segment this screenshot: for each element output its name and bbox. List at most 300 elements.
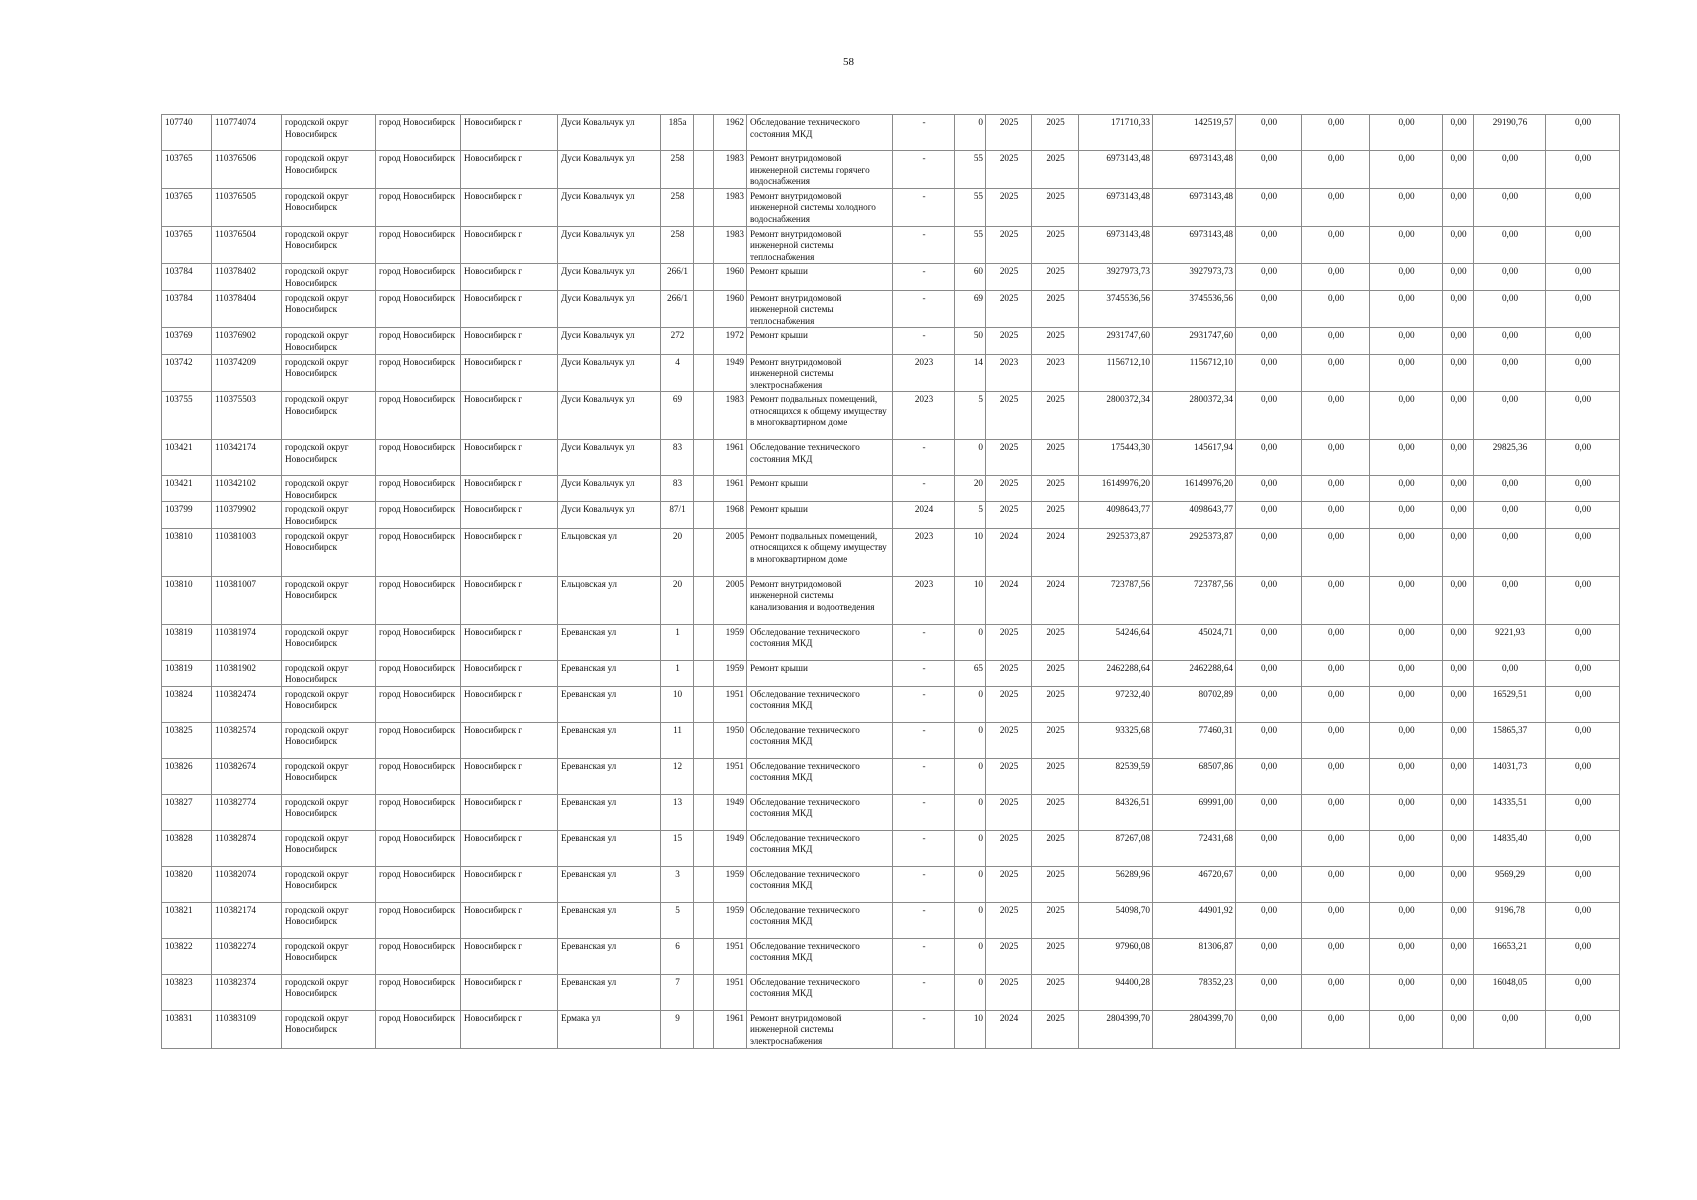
cell-settlement: город Новосибирск [376, 974, 461, 1010]
cell-owner-funds: 0,00 [1474, 328, 1546, 354]
cell-plan-year-start: 2025 [986, 392, 1032, 440]
cell-municipal-district: городской округ Новосибирск [282, 476, 376, 502]
cell-street: Ереванская ул [558, 866, 661, 902]
cell-plan-year-end: 2025 [1032, 290, 1079, 328]
cell-program-id: 110376506 [212, 151, 282, 189]
cell-house-id: 103799 [162, 502, 212, 528]
cell-extra-funds: 0,00 [1546, 440, 1620, 476]
cell-last-repair-year: - [893, 624, 955, 660]
cell-municipal-district: городской округ Новосибирск [282, 188, 376, 226]
cell-street: Ереванская ул [558, 794, 661, 830]
cell-extra-funds: 0,00 [1546, 115, 1620, 151]
capital-repair-table [161, 114, 1620, 1049]
cell-wear-percent: 0 [955, 722, 986, 758]
cell-building [694, 528, 714, 576]
cell-local-funds: 0,00 [1370, 902, 1443, 938]
table-row [162, 1010, 1620, 1048]
cell-locality: Новосибирск г [461, 328, 558, 354]
cell-plan-year-end: 2025 [1032, 264, 1079, 290]
cell-settlement: город Новосибирск [376, 188, 461, 226]
cell-settlement: город Новосибирск [376, 686, 461, 722]
cell-street: Дуси Ковальчук ул [558, 354, 661, 392]
cell-settlement: город Новосибирск [376, 476, 461, 502]
cell-fund-cost: 6973143,48 [1153, 226, 1236, 264]
cell-plan-year-start: 2024 [986, 1010, 1032, 1048]
cell-federal-funds: 0,00 [1236, 226, 1302, 264]
cell-program-id: 110381974 [212, 624, 282, 660]
cell-local-funds: 0,00 [1370, 440, 1443, 476]
cell-work-type: Обследование технического состояния МКД [747, 440, 893, 476]
cell-total-cost: 3745536,56 [1079, 290, 1153, 328]
cell-house-id: 103823 [162, 974, 212, 1010]
cell-regional-funds: 0,00 [1302, 328, 1370, 354]
cell-building [694, 392, 714, 440]
cell-locality: Новосибирск г [461, 866, 558, 902]
cell-fund-cost: 45024,71 [1153, 624, 1236, 660]
cell-total-cost: 2462288,64 [1079, 660, 1153, 686]
cell-regional-funds: 0,00 [1302, 151, 1370, 189]
table-row [162, 974, 1620, 1010]
cell-regional-funds: 0,00 [1302, 758, 1370, 794]
cell-owner-funds: 9196,78 [1474, 902, 1546, 938]
table-row [162, 902, 1620, 938]
cell-fund-cost: 145617,94 [1153, 440, 1236, 476]
cell-plan-year-end: 2025 [1032, 502, 1079, 528]
cell-street: Ереванская ул [558, 660, 661, 686]
table-row [162, 440, 1620, 476]
table-row [162, 328, 1620, 354]
cell-extra-funds: 0,00 [1546, 794, 1620, 830]
table-row [162, 686, 1620, 722]
cell-last-repair-year: - [893, 902, 955, 938]
cell-owner-funds: 0,00 [1474, 528, 1546, 576]
table-row [162, 264, 1620, 290]
cell-regional-funds: 0,00 [1302, 502, 1370, 528]
cell-house-number: 3 [661, 866, 694, 902]
cell-total-cost: 87267,08 [1079, 830, 1153, 866]
cell-total-cost: 93325,68 [1079, 722, 1153, 758]
cell-extra-funds: 0,00 [1546, 902, 1620, 938]
cell-other-funds: 0,00 [1443, 226, 1474, 264]
cell-street: Ереванская ул [558, 624, 661, 660]
cell-locality: Новосибирск г [461, 576, 558, 624]
cell-regional-funds: 0,00 [1302, 290, 1370, 328]
cell-program-id: 110382474 [212, 686, 282, 722]
cell-settlement: город Новосибирск [376, 264, 461, 290]
cell-total-cost: 175443,30 [1079, 440, 1153, 476]
cell-wear-percent: 0 [955, 866, 986, 902]
cell-program-id: 110378404 [212, 290, 282, 328]
cell-total-cost: 16149976,20 [1079, 476, 1153, 502]
cell-house-number: 15 [661, 830, 694, 866]
cell-owner-funds: 16529,51 [1474, 686, 1546, 722]
cell-other-funds: 0,00 [1443, 938, 1474, 974]
cell-local-funds: 0,00 [1370, 938, 1443, 974]
cell-federal-funds: 0,00 [1236, 974, 1302, 1010]
cell-street: Дуси Ковальчук ул [558, 440, 661, 476]
table-row [162, 151, 1620, 189]
cell-municipal-district: городской округ Новосибирск [282, 974, 376, 1010]
cell-plan-year-start: 2023 [986, 354, 1032, 392]
cell-extra-funds: 0,00 [1546, 830, 1620, 866]
cell-fund-cost: 68507,86 [1153, 758, 1236, 794]
cell-work-type: Обследование технического состояния МКД [747, 686, 893, 722]
cell-wear-percent: 0 [955, 115, 986, 151]
cell-owner-funds: 9221,93 [1474, 624, 1546, 660]
cell-total-cost: 6973143,48 [1079, 226, 1153, 264]
cell-plan-year-end: 2025 [1032, 722, 1079, 758]
cell-last-repair-year: - [893, 115, 955, 151]
cell-last-repair-year: - [893, 938, 955, 974]
cell-house-id: 103784 [162, 290, 212, 328]
cell-extra-funds: 0,00 [1546, 660, 1620, 686]
cell-federal-funds: 0,00 [1236, 188, 1302, 226]
cell-fund-cost: 4098643,77 [1153, 502, 1236, 528]
cell-fund-cost: 1156712,10 [1153, 354, 1236, 392]
cell-local-funds: 0,00 [1370, 226, 1443, 264]
cell-local-funds: 0,00 [1370, 624, 1443, 660]
cell-wear-percent: 10 [955, 528, 986, 576]
table-row [162, 528, 1620, 576]
cell-regional-funds: 0,00 [1302, 938, 1370, 974]
cell-wear-percent: 0 [955, 938, 986, 974]
cell-building [694, 476, 714, 502]
cell-build-year: 1951 [714, 974, 747, 1010]
cell-extra-funds: 0,00 [1546, 866, 1620, 902]
cell-total-cost: 2931747,60 [1079, 328, 1153, 354]
cell-house-id: 103765 [162, 188, 212, 226]
cell-program-id: 110342102 [212, 476, 282, 502]
cell-settlement: город Новосибирск [376, 758, 461, 794]
cell-work-type: Обследование технического состояния МКД [747, 758, 893, 794]
table-row [162, 392, 1620, 440]
table-row [162, 115, 1620, 151]
cell-fund-cost: 142519,57 [1153, 115, 1236, 151]
cell-settlement: город Новосибирск [376, 528, 461, 576]
cell-work-type: Ремонт внутридомовой инженерной системы горячего водоснабжения [747, 151, 893, 189]
cell-municipal-district: городской округ Новосибирск [282, 290, 376, 328]
cell-building [694, 115, 714, 151]
cell-wear-percent: 0 [955, 794, 986, 830]
cell-build-year: 2005 [714, 576, 747, 624]
cell-program-id: 110382674 [212, 758, 282, 794]
page-number: 58 [843, 56, 854, 68]
cell-local-funds: 0,00 [1370, 722, 1443, 758]
cell-last-repair-year: - [893, 660, 955, 686]
cell-plan-year-start: 2025 [986, 328, 1032, 354]
cell-total-cost: 3927973,73 [1079, 264, 1153, 290]
cell-build-year: 1968 [714, 502, 747, 528]
cell-building [694, 974, 714, 1010]
cell-federal-funds: 0,00 [1236, 686, 1302, 722]
cell-settlement: город Новосибирск [376, 115, 461, 151]
cell-fund-cost: 44901,92 [1153, 902, 1236, 938]
cell-build-year: 1972 [714, 328, 747, 354]
cell-house-number: 83 [661, 476, 694, 502]
cell-municipal-district: городской округ Новосибирск [282, 354, 376, 392]
cell-build-year: 1983 [714, 151, 747, 189]
cell-plan-year-end: 2025 [1032, 328, 1079, 354]
table-row [162, 758, 1620, 794]
cell-house-number: 185а [661, 115, 694, 151]
cell-regional-funds: 0,00 [1302, 188, 1370, 226]
table-row [162, 290, 1620, 328]
table-row [162, 866, 1620, 902]
cell-program-id: 110774074 [212, 115, 282, 151]
cell-other-funds: 0,00 [1443, 188, 1474, 226]
cell-work-type: Обследование технического состояния МКД [747, 902, 893, 938]
table-row [162, 660, 1620, 686]
cell-settlement: город Новосибирск [376, 722, 461, 758]
cell-wear-percent: 14 [955, 354, 986, 392]
cell-building [694, 264, 714, 290]
cell-last-repair-year: 2023 [893, 576, 955, 624]
cell-build-year: 1960 [714, 264, 747, 290]
cell-locality: Новосибирск г [461, 686, 558, 722]
cell-plan-year-end: 2024 [1032, 576, 1079, 624]
cell-plan-year-end: 2025 [1032, 392, 1079, 440]
cell-extra-funds: 0,00 [1546, 151, 1620, 189]
cell-house-id: 103819 [162, 660, 212, 686]
cell-plan-year-start: 2025 [986, 938, 1032, 974]
cell-build-year: 2005 [714, 528, 747, 576]
cell-owner-funds: 0,00 [1474, 264, 1546, 290]
cell-plan-year-end: 2025 [1032, 151, 1079, 189]
cell-other-funds: 0,00 [1443, 528, 1474, 576]
cell-work-type: Обследование технического состояния МКД [747, 794, 893, 830]
cell-fund-cost: 2800372,34 [1153, 392, 1236, 440]
cell-street: Ереванская ул [558, 722, 661, 758]
cell-house-number: 20 [661, 528, 694, 576]
cell-local-funds: 0,00 [1370, 354, 1443, 392]
cell-last-repair-year: - [893, 328, 955, 354]
cell-street: Дуси Ковальчук ул [558, 290, 661, 328]
cell-locality: Новосибирск г [461, 624, 558, 660]
cell-house-id: 103421 [162, 440, 212, 476]
cell-build-year: 1960 [714, 290, 747, 328]
cell-build-year: 1959 [714, 902, 747, 938]
cell-regional-funds: 0,00 [1302, 974, 1370, 1010]
cell-settlement: город Новосибирск [376, 660, 461, 686]
cell-building [694, 576, 714, 624]
cell-municipal-district: городской округ Новосибирск [282, 624, 376, 660]
cell-owner-funds: 0,00 [1474, 290, 1546, 328]
cell-last-repair-year: - [893, 264, 955, 290]
cell-work-type: Ремонт внутридомовой инженерной системы канализования и водоотведения [747, 576, 893, 624]
cell-federal-funds: 0,00 [1236, 660, 1302, 686]
cell-owner-funds: 29825,36 [1474, 440, 1546, 476]
cell-local-funds: 0,00 [1370, 660, 1443, 686]
cell-local-funds: 0,00 [1370, 794, 1443, 830]
cell-fund-cost: 80702,89 [1153, 686, 1236, 722]
cell-federal-funds: 0,00 [1236, 392, 1302, 440]
cell-settlement: город Новосибирск [376, 624, 461, 660]
cell-last-repair-year: - [893, 151, 955, 189]
cell-program-id: 110382074 [212, 866, 282, 902]
cell-plan-year-end: 2025 [1032, 1010, 1079, 1048]
cell-other-funds: 0,00 [1443, 115, 1474, 151]
cell-locality: Новосибирск г [461, 115, 558, 151]
table-row [162, 354, 1620, 392]
cell-program-id: 110342174 [212, 440, 282, 476]
cell-program-id: 110381007 [212, 576, 282, 624]
cell-work-type: Ремонт крыши [747, 476, 893, 502]
cell-extra-funds: 0,00 [1546, 576, 1620, 624]
cell-settlement: город Новосибирск [376, 866, 461, 902]
cell-street: Дуси Ковальчук ул [558, 502, 661, 528]
cell-house-id: 103831 [162, 1010, 212, 1048]
table-row [162, 502, 1620, 528]
cell-settlement: город Новосибирск [376, 392, 461, 440]
cell-total-cost: 56289,96 [1079, 866, 1153, 902]
cell-wear-percent: 0 [955, 758, 986, 794]
cell-regional-funds: 0,00 [1302, 794, 1370, 830]
cell-other-funds: 0,00 [1443, 328, 1474, 354]
cell-local-funds: 0,00 [1370, 290, 1443, 328]
cell-house-id: 103810 [162, 576, 212, 624]
table-row [162, 624, 1620, 660]
cell-fund-cost: 69991,00 [1153, 794, 1236, 830]
cell-extra-funds: 0,00 [1546, 502, 1620, 528]
cell-federal-funds: 0,00 [1236, 722, 1302, 758]
cell-last-repair-year: - [893, 866, 955, 902]
cell-total-cost: 97232,40 [1079, 686, 1153, 722]
cell-work-type: Ремонт крыши [747, 264, 893, 290]
cell-extra-funds: 0,00 [1546, 226, 1620, 264]
cell-building [694, 660, 714, 686]
cell-street: Ереванская ул [558, 686, 661, 722]
cell-federal-funds: 0,00 [1236, 264, 1302, 290]
cell-plan-year-end: 2025 [1032, 974, 1079, 1010]
cell-work-type: Обследование технического состояния МКД [747, 938, 893, 974]
cell-build-year: 1951 [714, 938, 747, 974]
cell-federal-funds: 0,00 [1236, 830, 1302, 866]
cell-extra-funds: 0,00 [1546, 1010, 1620, 1048]
cell-federal-funds: 0,00 [1236, 354, 1302, 392]
cell-federal-funds: 0,00 [1236, 476, 1302, 502]
cell-local-funds: 0,00 [1370, 866, 1443, 902]
cell-fund-cost: 3927973,73 [1153, 264, 1236, 290]
cell-work-type: Ремонт подвальных помещений, относящихся к общему имуществу в многоквартирном доме [747, 528, 893, 576]
cell-municipal-district: городской округ Новосибирск [282, 830, 376, 866]
cell-extra-funds: 0,00 [1546, 476, 1620, 502]
cell-local-funds: 0,00 [1370, 830, 1443, 866]
cell-plan-year-start: 2025 [986, 151, 1032, 189]
cell-federal-funds: 0,00 [1236, 758, 1302, 794]
cell-total-cost: 84326,51 [1079, 794, 1153, 830]
cell-street: Ереванская ул [558, 902, 661, 938]
cell-building [694, 794, 714, 830]
cell-owner-funds: 9569,29 [1474, 866, 1546, 902]
cell-plan-year-start: 2025 [986, 226, 1032, 264]
cell-municipal-district: городской округ Новосибирск [282, 686, 376, 722]
cell-building [694, 722, 714, 758]
cell-extra-funds: 0,00 [1546, 722, 1620, 758]
cell-work-type: Обследование технического состояния МКД [747, 866, 893, 902]
cell-wear-percent: 0 [955, 686, 986, 722]
cell-program-id: 110375503 [212, 392, 282, 440]
cell-other-funds: 0,00 [1443, 354, 1474, 392]
cell-house-id: 103825 [162, 722, 212, 758]
cell-local-funds: 0,00 [1370, 476, 1443, 502]
cell-house-number: 272 [661, 328, 694, 354]
cell-regional-funds: 0,00 [1302, 624, 1370, 660]
cell-plan-year-end: 2025 [1032, 902, 1079, 938]
cell-plan-year-start: 2025 [986, 758, 1032, 794]
cell-last-repair-year: 2023 [893, 354, 955, 392]
cell-owner-funds: 0,00 [1474, 188, 1546, 226]
cell-build-year: 1983 [714, 226, 747, 264]
cell-locality: Новосибирск г [461, 974, 558, 1010]
cell-settlement: город Новосибирск [376, 290, 461, 328]
cell-locality: Новосибирск г [461, 1010, 558, 1048]
cell-regional-funds: 0,00 [1302, 392, 1370, 440]
cell-regional-funds: 0,00 [1302, 354, 1370, 392]
cell-extra-funds: 0,00 [1546, 758, 1620, 794]
cell-locality: Новосибирск г [461, 758, 558, 794]
cell-locality: Новосибирск г [461, 502, 558, 528]
cell-house-number: 258 [661, 188, 694, 226]
cell-regional-funds: 0,00 [1302, 830, 1370, 866]
cell-locality: Новосибирск г [461, 151, 558, 189]
cell-house-id: 103769 [162, 328, 212, 354]
cell-federal-funds: 0,00 [1236, 1010, 1302, 1048]
cell-municipal-district: городской округ Новосибирск [282, 502, 376, 528]
cell-house-id: 103784 [162, 264, 212, 290]
cell-street: Дуси Ковальчук ул [558, 151, 661, 189]
cell-total-cost: 4098643,77 [1079, 502, 1153, 528]
cell-settlement: город Новосибирск [376, 151, 461, 189]
cell-build-year: 1950 [714, 722, 747, 758]
cell-wear-percent: 5 [955, 392, 986, 440]
cell-municipal-district: городской округ Новосибирск [282, 1010, 376, 1048]
cell-locality: Новосибирск г [461, 264, 558, 290]
cell-extra-funds: 0,00 [1546, 290, 1620, 328]
cell-last-repair-year: - [893, 188, 955, 226]
cell-last-repair-year: 2024 [893, 502, 955, 528]
cell-local-funds: 0,00 [1370, 1010, 1443, 1048]
cell-plan-year-end: 2025 [1032, 686, 1079, 722]
cell-extra-funds: 0,00 [1546, 686, 1620, 722]
cell-federal-funds: 0,00 [1236, 938, 1302, 974]
cell-plan-year-end: 2025 [1032, 476, 1079, 502]
cell-last-repair-year: - [893, 830, 955, 866]
cell-last-repair-year: - [893, 686, 955, 722]
cell-plan-year-start: 2025 [986, 476, 1032, 502]
cell-settlement: город Новосибирск [376, 938, 461, 974]
cell-fund-cost: 81306,87 [1153, 938, 1236, 974]
cell-program-id: 110382374 [212, 974, 282, 1010]
cell-build-year: 1983 [714, 188, 747, 226]
cell-federal-funds: 0,00 [1236, 866, 1302, 902]
cell-building [694, 1010, 714, 1048]
cell-program-id: 110382274 [212, 938, 282, 974]
cell-owner-funds: 14835,40 [1474, 830, 1546, 866]
cell-wear-percent: 50 [955, 328, 986, 354]
cell-last-repair-year: - [893, 722, 955, 758]
cell-local-funds: 0,00 [1370, 576, 1443, 624]
cell-plan-year-start: 2025 [986, 440, 1032, 476]
cell-plan-year-end: 2025 [1032, 794, 1079, 830]
cell-locality: Новосибирск г [461, 830, 558, 866]
cell-local-funds: 0,00 [1370, 264, 1443, 290]
cell-federal-funds: 0,00 [1236, 115, 1302, 151]
cell-house-id: 103819 [162, 624, 212, 660]
cell-plan-year-end: 2025 [1032, 866, 1079, 902]
cell-settlement: город Новосибирск [376, 440, 461, 476]
cell-regional-funds: 0,00 [1302, 722, 1370, 758]
cell-program-id: 110378402 [212, 264, 282, 290]
